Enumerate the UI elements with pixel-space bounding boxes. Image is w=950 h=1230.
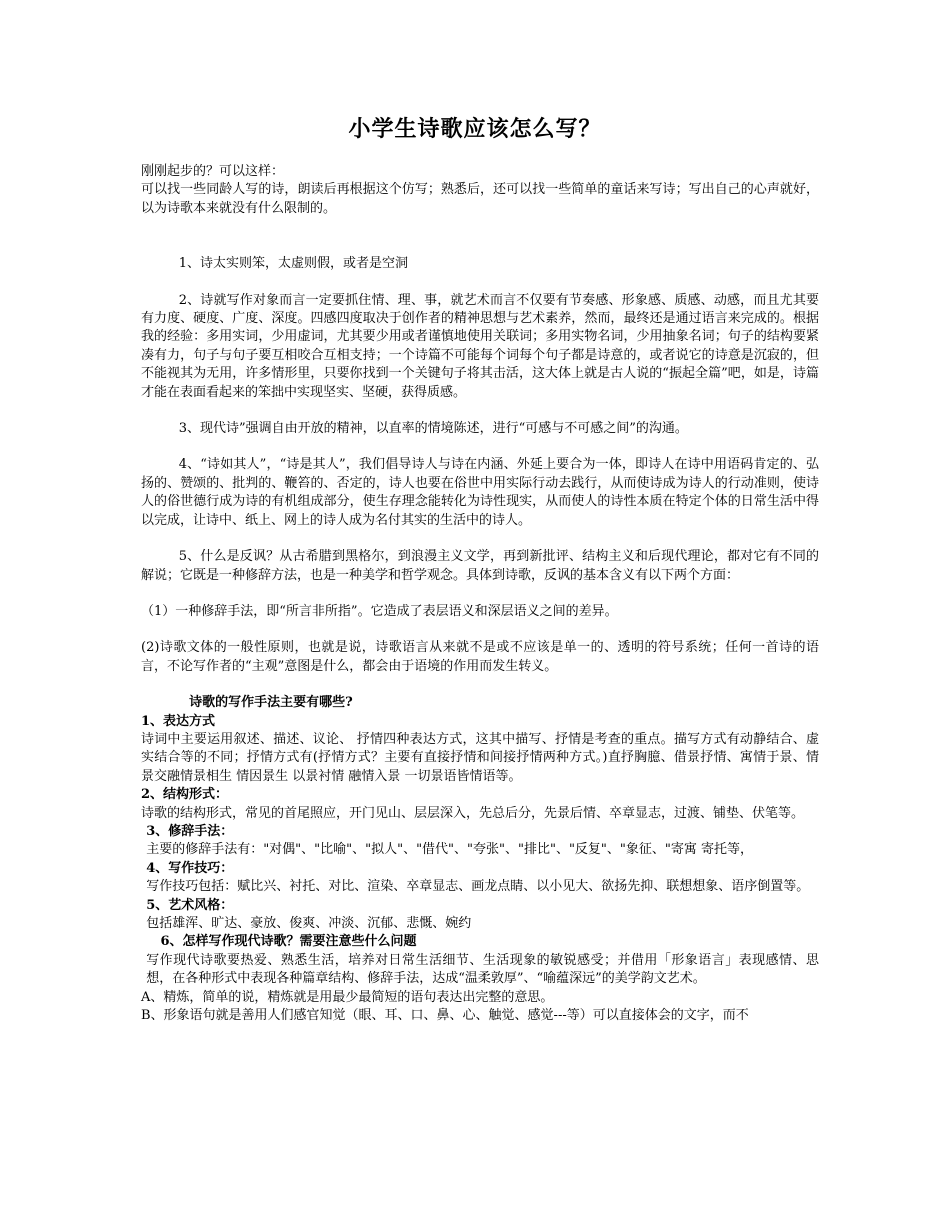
section-text-3: 主要的修辞手法有："对偶"、"比喻"、"拟人"、"借代"、"夸张"、"排比"、"反复"、"象征、"寄寓 寄托等， [146, 842, 753, 858]
point-5: 5、什么是反讽？从古希腊到黑格尔，到浪漫主义文学，再到新批评、结构主义和后现代理论，都对它有不同的解说；它既是一种修辞方法，也是一种美学和哲学观念。具体到诗歌，反讽的基本含义有以下两个方面： [141, 549, 819, 583]
section-text-1: 诗词中主要运用叙述、描述、议论、 抒情四种表达方式，这其中描写、抒情是考查的重点。描写方式有动静结合、虚实结合等的不同；抒情方式有(抒情方式？主要有直接抒情和间接抒情两种方式。)直抒胸臆、借景抒情、寓情于景、情景交融情景相生 情因景生 以景衬情 融情入景 一切景语皆情语等。 [141, 731, 819, 784]
closing-item-a: A、精炼，简单的说，精炼就是用最少最简短的语句表达出完整的意思。 [141, 989, 554, 1005]
document-body [141, 163, 819, 1025]
page-title: 小学生诗歌应该怎么写？ [348, 116, 602, 142]
point-2: 2、诗就写作对象而言一定要抓住情、理、事，就艺术而言不仅要有节奏感、形象感、质感、动感，而且尤其要有力度、硬度、广度、深度。四感四度取决于创作者的精神思想与艺术素养，然而，最终还是通过语言来完成的。根据我的经验：多用实词，少用虚词，尤其要少用或者谨慎地使用关联词；多用实物名词，少用抽象名词；句子的结构要紧凑有力，句子与句子要互相咬合互相支持；一个诗篇不可能每个词每个句子都是诗意的，或者说它的诗意是沉寂的，但不能视其为无用，许多情形里，只要你找到一个关键句子将其击活，这大体上就是古人说的“振起全篇”吧，如是，诗篇才能在表面看起来的笨拙中实现坚实、坚硬，获得质感。 [141, 292, 819, 400]
section-heading-1: 1、表达方式 [141, 713, 216, 729]
section-text-5: 包括雄浑、旷达、豪放、俊爽、冲淡、沉郁、悲慨、婉约 [146, 916, 472, 931]
section-heading-2: 2、结构形式： [141, 787, 229, 803]
point-1: 1、诗太实则笨，太虚则假，或者是空洞 [178, 256, 408, 272]
irony-item-2: (2)诗歌文体的一般性原则，也就是说，诗歌语言从来就不是或不应该是单一的、透明的符号系统；任何一首诗的语言，不论写作者的“主观”意图是什么，都会由于语境的作用而发生转义。 [141, 640, 819, 674]
section-title: 诗歌的写作手法主要有哪些? [189, 695, 353, 711]
point-4: 4、“诗如其人”，“诗是其人”，我们倡导诗人与诗在内涵、外延上要合为一体，即诗人在诗中用语码肯定的、弘扬的、赞颂的、批判的、鞭笞的、否定的，诗人也要在俗世中用实际行动去践行，从而使诗成为诗人的行动准则，使诗人的俗世德行成为诗的有机组成部分，使生存理念能转化为诗性现实，从而使人的诗性本质在特定个体的日常生活中得以完成，让诗中、纸上、网上的诗人成为名付其实的生活中的诗人。 [141, 457, 819, 528]
point-3: 3、现代诗”强调自由开放的精神，以直率的情境陈述，进行“可感与不可感之间”的沟通。 [178, 421, 688, 437]
section-text-2: 诗歌的结构形式，常见的首尾照应，开门见山、层层深入，先总后分，先景后情、卒章显志，过渡、铺垫、伏笔等。 [141, 805, 805, 821]
section-text-6: 写作现代诗歌要热爱、熟悉生活，培养对日常生活细节、生活现象的敏锐感受；并借用「形象语言」表现感情、思想，在各种形式中表现各种篇章结构、修辞手法，达成“温柔敦厚”、“喻蕴深远”的美学韵文艺术。 [146, 952, 819, 987]
section-heading-6: 6、怎样写作现代诗歌？需要注意些什么问题 [160, 934, 417, 950]
section-heading-4: 4、写作技巧： [146, 860, 234, 876]
irony-item-1: （1）一种修辞手法，即“所言非所指”。它造成了表层语义和深层语义之间的差异。 [141, 603, 618, 619]
section-heading-5: 5、艺术风格： [146, 897, 234, 913]
intro-line: 刚刚起步的？可以这样： [141, 164, 285, 179]
closing-item-b: B、形象语句就是善用人们感官知觉（眼、耳、口、鼻、心、触觉、感觉---等）可以直接体会的文字，而不 [141, 1008, 749, 1024]
section-heading-3: 3、修辞手法： [146, 823, 234, 839]
intro-paragraph: 可以找一些同龄人写的诗，朗读后再根据这个仿写；熟悉后，还可以找一些简单的童话来写诗；写出自己的心声就好，以为诗歌本来就没有什么限制的。 [141, 182, 819, 216]
section-text-4: 写作技巧包括：赋比兴、衬托、对比、渲染、卒章显志、画龙点睛、以小见大、欲扬先抑、联想想象、语序倒置等。 [146, 879, 810, 895]
